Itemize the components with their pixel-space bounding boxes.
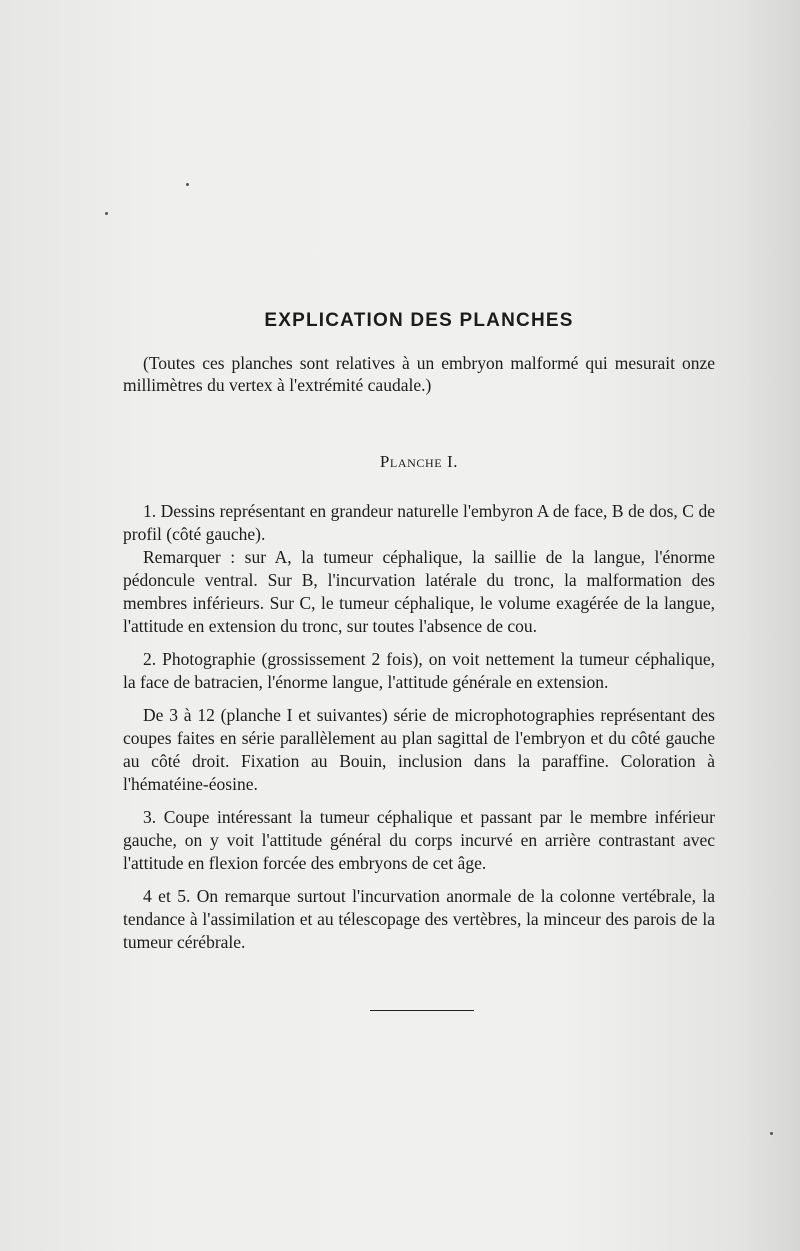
paragraph-series: De 3 à 12 (planche I et suivantes) série de microphotographies représentant des coupes faites en série parallèlement au plan sagittal de l'embryon et du côté gauche au côté droit. Fixation au Bouin, inclusion dans la paraffine. Coloration à l'hématéine-éosine. [123,705,715,794]
paragraph-1: 1. Dessins représentant en grandeur naturelle l'embyron A de face, B de dos, C de profil (côté gauche). [123,501,715,544]
planche-heading [123,452,715,472]
paragraph-3: 3. Coupe intéressant la tumeur céphalique et passant par le membre inférieur gauche, on y voit l'attitude général du corps incurvé en arrière contrastant avec l'attitude en flexion forcée des embryons de cet âge. [123,807,715,873]
page-title: EXPLICATION DES PLANCHES [264,310,574,331]
end-rule [370,1010,474,1011]
paragraph-2: 2. Photographie (grossissement 2 fois), on voit nettement la tumeur céphalique, la face de batracien, l'énorme langue, l'attitude générale en extension. [123,649,715,692]
planche-label: Planche I. [379,452,459,471]
dust-speck [186,183,189,186]
dust-speck [770,1132,773,1135]
intro-note: (Toutes ces planches sont relatives à un embryon malformé qui mesurait onze millimètres du vertex à l'extrémité caudale.) [123,353,715,395]
document-body [123,310,715,964]
paragraph-4-5: 4 et 5. On remarque surtout l'incurvation anormale de la colonne vertébrale, la tendance à l'assimilation et au télescopage des vertèbres, la minceur des parois de la tumeur cérébrale. [123,886,715,952]
paragraph-remarquer: Remarquer : sur A, la tumeur céphalique, la saillie de la langue, l'énorme pédoncule ventral. Sur B, l'incurvation latérale du tronc, la malformation des membres inférieurs. Sur C, le tumeur céphalique, le volume exagérée de la langue, l'attitude en extension du tronc, sur toutes l'absence de cou. [123,547,715,636]
dust-speck [105,212,108,215]
